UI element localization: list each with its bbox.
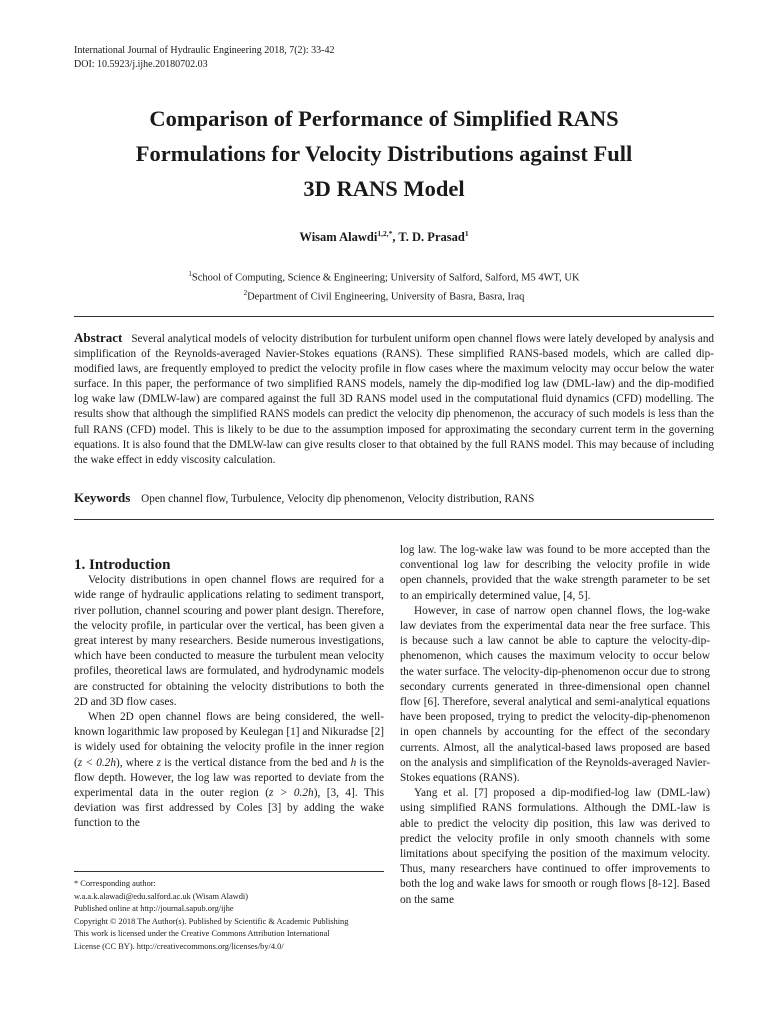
abstract-divider (74, 519, 714, 520)
author-separator: , (392, 230, 399, 245)
text-run: ), where (115, 756, 157, 769)
paragraph: log law. The log-wake law was found to be more accepted than the conventional log law for describing the velocity profile in wide open channels, provided that the wake strength parameter to be set to an empirically determined value, [4, 5]. (400, 544, 710, 602)
journal-header (74, 44, 334, 72)
keywords-label: Keywords (74, 490, 131, 505)
journal-citation: International Journal of Hydraulic Engineering 2018, 7(2): 33-42 (74, 45, 335, 56)
journal-doi: DOI: 10.5923/j.ijhe.20180702.03 (74, 59, 208, 70)
footnote (74, 878, 384, 954)
footnote-line: This work is licensed under the Creative Commons Attribution International (74, 929, 330, 939)
footnote-line: Published online at http://journal.sapub.org/ijhe (74, 904, 234, 914)
math-inline: h (350, 756, 357, 769)
footnote-line: License (CC BY). http://creativecommons.org/licenses/by/4.0/ (74, 941, 284, 951)
footnote-email: w.a.a.k.alawadi@edu.salford.ac.uk (Wisam Alawdi) (74, 891, 249, 901)
math-inline: z > 0.2h (268, 787, 314, 800)
title-line: Formulations for Velocity Distributions against Full (135, 141, 633, 166)
author-superscript: 1 (464, 229, 469, 238)
title-line: Comparison of Performance of Simplified RANS (149, 106, 619, 131)
text-run: ), [3, 4]. This deviation was first addressed by Coles [3] by adding the wake function to the (74, 787, 385, 830)
text-run: is the flow depth. However, the log law was reported to deviate from the experimental data in the outer region ( (74, 756, 384, 800)
math-inline: z < 0.2h (77, 756, 116, 769)
abstract (74, 330, 714, 468)
header-divider (74, 316, 714, 317)
paragraph: However, in case of narrow open channel flows, the log-wake law deviates from the experimental data near the free surface. This is because such a law cannot be able to capture the velocity-dip-phenomenon, which causes the maximum velocity to occur below the water surface. The velocity-dip-phenomenon occur due to strong secondary currents generated in three-dimensional open channel flow [6]. Therefore, several analytical and semi-analytical equations have been proposed, trying to predict the velocity-dip-phenomenon in open channels by accounting for the effect of the secondary currents. Almost, all the analytical-based laws proposed are based on the analysis and simplification of the Reynolds-averaged Navier-Stokes equations (RANS). (400, 604, 710, 785)
keywords-text: Open channel flow, Turbulence, Velocity dip phenomenon, Velocity distribution, RANS (141, 493, 535, 505)
affiliation-number: 1 (188, 270, 192, 278)
author-name: T. D. Prasad (398, 230, 465, 245)
footnote-divider (74, 871, 384, 872)
abstract-text: Several analytical models of velocity distribution for turbulent uniform open channel flows were lately developed by analysis and simplification of the Reynolds-averaged Navier-Stokes equations (RANS). These simplified RANS-based models, which are called dip-modified laws, are frequently employed to predict the velocity profile in flow cases where the maximum velocity may occur below the water surface. In this paper, the performance of two simplified RANS models, namely the dip-modified log law (DML-law) and the dip-modified log wake law (DMLW-law) are compared against the full 3D RANS model used in the computational fluid dynamics (CFD) modelling. The results show that although the simplified RANS models can predict the velocity dip phenomenon, the accuracy of such models is less than the full RANS (CFD) model. This is likely to be due to the assumption imposed for approximating the secondary current term in the governing equations. It is also found that the DMLW-law can give results closer to that obtained by the full RANS model. This may because of including the wake effect in eddy viscosity calculation. (74, 333, 715, 466)
affiliation (0, 267, 768, 286)
text-run: When 2D open channel flows are being considered, the well-known logarithmic law proposed by Keulegan [1] and Nikuradse [2] is widely used for obtaining the velocity profile in the inner region ( (74, 711, 384, 769)
paper-title (60, 101, 708, 206)
math-inline: z (156, 756, 162, 769)
paragraph: Velocity distributions in open channel flows are required for a wide range of hydraulic applications relating to sediment transport, river pollution, channel scouring and power plant design. Therefore, the velocity profile, in particular over the vertical, has been given a great interest by many researchers. Beside numerous investigations, which have been conducted to measure the turbulent mean velocity profiles, theoretical laws are formulated, and hydrodynamic models are constructed for obtaining the velocity distributions to both the 2D and 3D flow cases. (74, 574, 384, 708)
footnote-line: Copyright © 2018 The Author(s). Published by Scientific & Academic Publishing (74, 916, 349, 926)
right-column (400, 543, 710, 908)
text-run: is the vertical distance from the bed and (161, 756, 351, 769)
author-superscript: 1,2,* (377, 229, 393, 238)
paragraph: Yang et al. [7] proposed a dip-modified-log law (DML-law) using simplified RANS formulations. Although the DML-law is able to predict the velocity dip position, this law was derived to predict the velocity profile in only smooth channels with some limitations about specifying the position of the maximum velocity. Thus, many researchers have continued to offer improvements to both the log and wake laws for smooth or rough flows [8-12]. Based on the same (400, 787, 710, 906)
section-heading: 1. Introduction (74, 557, 171, 573)
author-name: Wisam Alawdi (299, 230, 378, 245)
affiliation-number: 2 (243, 288, 248, 297)
affiliations (0, 267, 768, 304)
affiliation (0, 286, 768, 305)
keywords (74, 490, 714, 506)
affiliation-text: Department of Civil Engineering, University of Basra, Basra, Iraq (247, 291, 525, 302)
left-column (74, 558, 384, 832)
abstract-label: Abstract (74, 330, 123, 345)
paragraph (74, 710, 384, 832)
author-list (0, 229, 768, 245)
footnote-line: * Corresponding author: (74, 879, 156, 888)
affiliation-text: School of Computing, Science & Engineering; University of Salford, Salford, M5 4WT, UK (191, 272, 580, 284)
title-line: 3D RANS Model (303, 176, 465, 201)
